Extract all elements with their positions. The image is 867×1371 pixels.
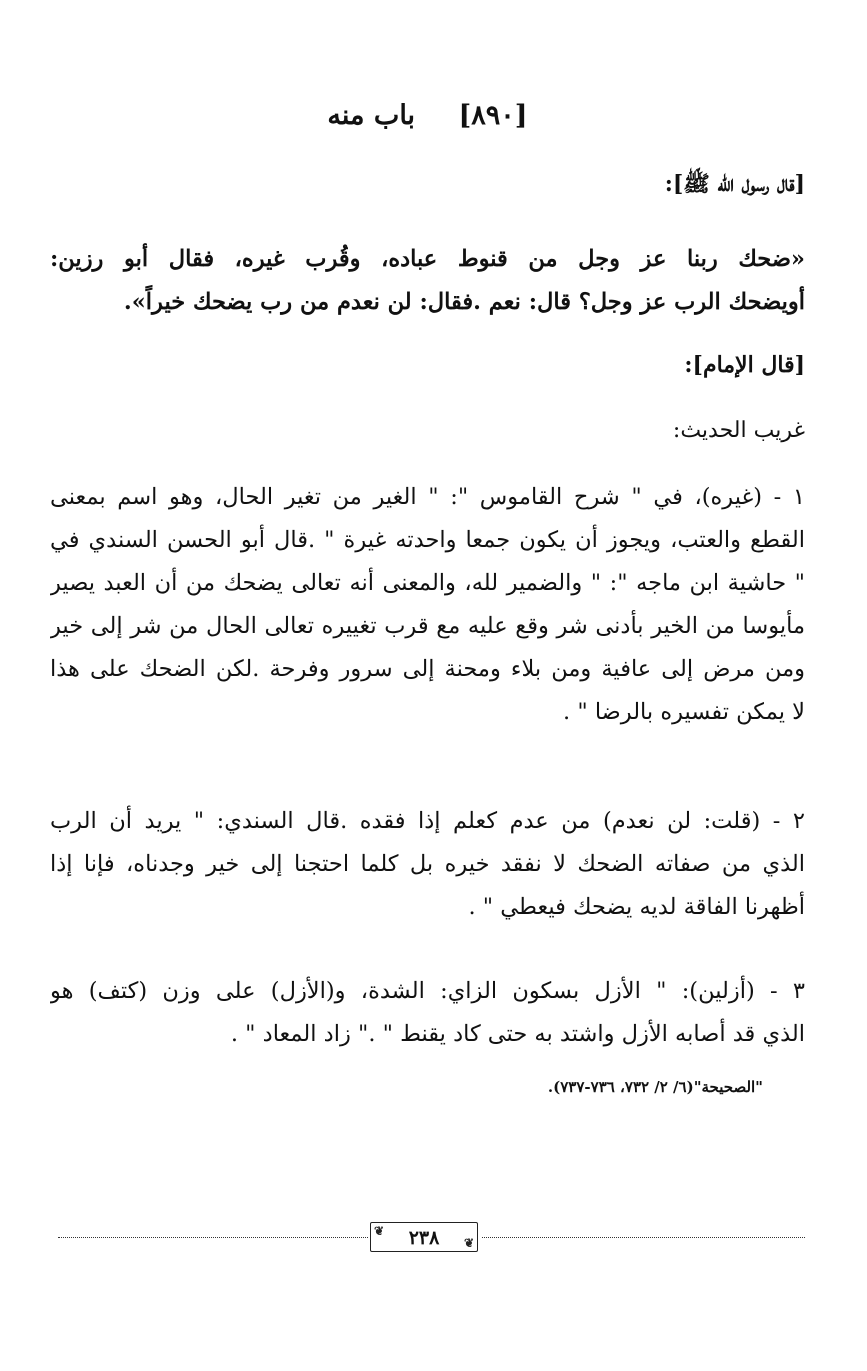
page-footer (58, 1222, 805, 1252)
page-number-box (370, 1222, 478, 1252)
note-line: ٢ - (قلت: لن نعدم) من عدم كعلم إذا فقده .قال السندي: " يريد أن الرب (50, 808, 805, 834)
source-footnote: "الصحيحة"(٦/ ٢/ ٧٣٢، ٧٣٦-٧٣٧). (547, 1078, 763, 1096)
page (50, 0, 805, 1371)
note-line: القطع والعتب، ويجوز أن يكون جمعا واحدته غيرة " .قال أبو الحسن السندي في (50, 527, 805, 553)
corner-ornament-icon: ❦ (463, 1236, 474, 1250)
note-line: أظهرنا الفاقة لديه يضحك فيعطي " . (468, 894, 805, 920)
footer-rule-right (482, 1237, 805, 1238)
gharib-label: غريب الحديث: (672, 418, 805, 443)
chapter-heading (50, 100, 805, 131)
note-line: " حاشية ابن ماجه ": " والضمير لله، والمعنى أنه تعالى يضحك من أن العبد يصير (50, 570, 805, 596)
note-3 (50, 970, 805, 1056)
chapter-title: باب منه (327, 100, 416, 131)
note-2 (50, 800, 805, 929)
note-line: الذي من صفاته الضحك لا نفقد خيره بل كلما احتجنا إلى خير وجدناه، فإنا إذا (50, 851, 805, 877)
chapter-number: [٨٩٠] (458, 100, 528, 131)
page-number: ٢٣٨ (408, 1227, 440, 1249)
prophet-label: [قال رسول الله ﷺ]: (664, 171, 805, 197)
hadith-line: أويضحك الرب عز وجل؟ قال: نعم .فقال: لن نعدم من رب يضحك خيراً». (123, 289, 805, 315)
hadith-line: «ضحك ربنا عز وجل من قنوط عباده، وقُرب غيره، فقال أبو رزين: (50, 246, 805, 272)
imam-label: [قال الإمام]: (684, 352, 805, 378)
note-line: ومن مرض إلى عافية ومن بلاء ومحنة إلى سرور وفرحة .لكن الضحك على هذا (50, 656, 805, 682)
note-1 (50, 476, 805, 734)
hadith-text (50, 238, 805, 324)
note-line: ٣ - (أزلين): " الأزل بسكون الزاي: الشدة، و(الأزل) على وزن (كتف) هو (50, 978, 805, 1004)
footer-rule-left (58, 1237, 368, 1238)
note-line: لا يمكن تفسيره بالرضا " . (563, 699, 805, 725)
note-line: ١ - (غيره)، في " شرح القاموس ": " الغير من تغير الحال، وهو اسم بمعنى (50, 484, 805, 510)
note-line: مأيوسا من الخير بأدنى شر وقع عليه مع قرب تغييره تعالى الحال من شر إلى خير (50, 613, 805, 639)
corner-ornament-icon: ❦ (374, 1224, 385, 1238)
note-line: الذي قد أصابه الأزل واشتد به حتى كاد يقنط " ." زاد المعاد " . (230, 1021, 805, 1047)
